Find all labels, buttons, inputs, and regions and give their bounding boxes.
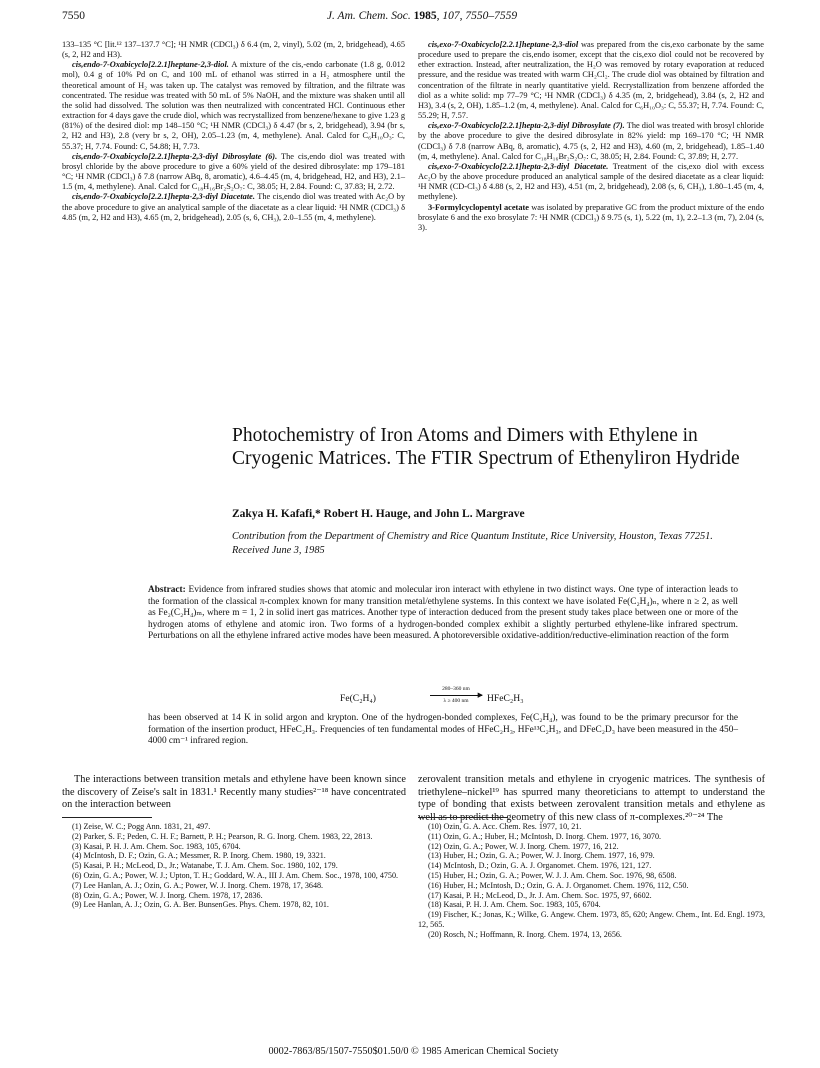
reference-item: (8) Ozin, G. A.; Power, W. J. Inorg. Chem. 1978, 17, 2836. <box>72 890 263 900</box>
paragraph <box>418 203 764 233</box>
paragraph-text: The diol was treated with brosyl chloride by the above procedure to give the desired dibrosylate in 82% yield: mp 169–170 °C; ¹H NMR (CDCl₃) δ 7.8 (narrow ABq, 8, aromatic), 4.75 (s, 2, H2 and H3), 4.60 (m, 2, bridgehead), 1.85–1.40 (m, 4, methylene). Anal. Calcd for C₁₈H₁₆Br₂S₂O₇: C, 38.05; H, 2.84. Found: C, 37.89; H, 2.77. <box>418 121 764 161</box>
reference-item: (5) Kasai, P. H.; McLeod, D., Jr.; Watanabe, T. J. Am. Chem. Soc. 1980, 102, 179. <box>72 861 338 871</box>
reference-item: (1) Zeise, W. C.; Pogg Ann. 1831, 21, 497. <box>72 822 211 831</box>
paragraph: 133–135 °C [lit.¹² 137–137.7 °C]; ¹H NMR (CDCl₃) δ 6.4 (m, 2, vinyl), 5.02 (m, 2, bridgehead), 4.65 (s, 2, H2 and H3). <box>62 40 405 60</box>
footnote-rule-right <box>418 817 508 818</box>
reference-item: (9) Lee Hanlan, A. J.; Ozin, G. A. Ber. BunsenGes. Phys. Chem. 1978, 82, 101. <box>72 900 329 910</box>
compound-heading: cis,exo-7-Oxabicyclo[2.2.1]hepta-2,3-diyl Dibrosylate (7). <box>428 121 625 131</box>
paragraph <box>418 121 764 162</box>
paragraph-text: A mixture of the cis,-endo carbonate (1.8 g, 0.012 mol), 0.4 g of 10% Pd on C, and 100 mL of ethanol was stirred in a H₂ atmosphere until the theoretical amount of H₂ was taken up. The catalyst was removed by filtration, and the filtrate was concentrated. The residue was treated with 50 mL of 5% NaOH, and the mixture was shaken until all the solid had dissolved. The solution was then neutralized with concentrated HCl. Continuous ether extraction for 4 days gave the crude diol, which was recrystallized from benzene/hexane to give 1.23 g (81%) of the desired diol: mp 148–150 °C; ¹H NMR (CDCl₃) δ 4.47 (br s, 2, bridgehead), 3.94 (br s, 2, H2 and H3), 2.8 (very br s, 2, OH), 2.05–1.23 (m, 4, methylene). Anal. Calcd for C₆H₁₀O₃: C, 55.37; H, 7.74. Found: C, 54.88; H, 7.73. <box>62 60 405 151</box>
reference-item: (4) McIntosh, D. F.; Ozin, G. A.; Messmer, R. P. Inorg. Chem. 1980, 19, 3321. <box>72 851 326 861</box>
page-number: 7550 <box>62 10 85 22</box>
arrow-line <box>430 695 482 696</box>
reference-item: (17) Kasai, P. H.; McLeod, D., Jr. J. Am. Chem. Soc. 1975, 97, 6602. <box>428 890 652 900</box>
reference-item: (14) McIntosh, D.; Ozin, G. A. J. Organomet. Chem. 1976, 121, 127. <box>428 861 652 871</box>
body-left-column: The interactions between transition metals and ethylene have been known since the discovery of Zeise's salt in 1831.¹ Recently many studies²⁻¹⁸ have concentrated on the interaction between <box>62 774 406 811</box>
reaction-arrow <box>428 686 484 710</box>
reference-item: (18) Kasai, P. H. J. Am. Chem. Soc. 1983, 105, 6704. <box>428 900 601 910</box>
arrow-forward-condition: 280–360 nm <box>442 686 470 692</box>
reference-item: (7) Lee Hanlan, A. J.; Ozin, G. A.; Power, W. J. Inorg. Chem. 1978, 17, 3648. <box>72 880 324 890</box>
compound-heading: cis,exo-7-Oxabicyclo[2.2.1]heptane-2,3-diol <box>428 40 579 49</box>
paragraph <box>62 60 405 151</box>
compound-heading: cis,endo-7-Oxabicyclo[2.2.1]hepta-2,3-diyl Diacetate. <box>72 192 255 202</box>
journal-citation <box>62 10 782 22</box>
reference-item: (13) Huber, H.; Ozin, G. A.; Power, W. J. Inorg. Chem. 1977, 16, 979. <box>428 851 655 861</box>
references-left <box>62 822 406 910</box>
running-header <box>62 10 782 26</box>
equation-reactant: Fe(C₂H₄) <box>340 693 376 704</box>
compound-heading: cis,endo-7-Oxabicyclo[2.2.1]hepta-2,3-diyl Dibrosylate (6). <box>72 151 278 161</box>
body-right-column: zerovalent transition metals and ethylene in cryogenic matrices. The synthesis of triethylene–nickel¹⁹ has spurred many theoreticians to attempt to understand the type of bonding that exists between zerovalent transition metals and ethylene as well as to predict the geometry of this new class of π-complexes.²⁰⁻²⁴ The <box>418 774 765 824</box>
equation-product: HFeC₂H₃ <box>487 693 524 704</box>
paragraph-text: was prepared from the cis,exo carbonate by the same procedure used to prepare the cis,endo isomer, except that the cis,exo diol could not be recovered by ether extraction. Instead, after neutralization, the H₂O was removed by rotary evaporation at reduced pressure, and the residue was treated with warm CH₂Cl₂. The crude diol was obtained by filtration and concentration of the filtrate in nearly quantitative yield. Recrystallization from benzene afforded the diol as a white solid: mp 77–79 °C; ¹H NMR (CDCl₃) δ 4.35 (m, 2, bridgehead), 3.84 (s, 2, H2 and H3), 3.4 (s, 2, OH), 1.85–1.2 (m, 4, methylene). Anal. Calcd for C₆H₁₀O₃: C, 55.37; H, 7.74. Found: C, 55.29; H, 7.57. <box>418 40 764 121</box>
reference-item: (11) Ozin, G. A.; Huber, H.; McIntosh, D. Inorg. Chem. 1977, 16, 3070. <box>428 831 662 841</box>
abstract-text: Evidence from infrared studies shows that atomic and molecular iron interact with ethylene in two distinct ways. One type of interaction leads to the formation of the classical π-complex known for many transition metal/ethylene systems. In this context we have isolated Fe(C₂H₄)ₙ, where n ≥ 2, as well as Fe₂(C₂H₄)ₘ, where m = 1, 2 in solid inert gas matrices. Another type of interaction deduced from the present study takes place between one or more of the hydrogen atoms of ethylene and atomic iron. Two forms of a hydrogen-bonded complex exhibit a slightly perturbed ethylene-like infrared spectrum. Perturbations on all the ethylene infrared active modes have been measured. A photoreversible oxidative-addition/reductive-elimination reaction of the form <box>148 585 738 642</box>
paragraph <box>62 152 405 193</box>
article-affiliation: Contribution from the Department of Chemistry and Rice Quantum Institute, Rice University, Houston, Texas 77251. Received June 3, 1985 <box>232 531 713 556</box>
journal-name: J. Am. Chem. Soc. <box>326 10 411 22</box>
paragraph <box>62 192 405 222</box>
reference-item: (16) Huber, H.; McIntosh, D.; Ozin, G. A. J. Organomet. Chem. 1976, 112, C50. <box>428 880 689 890</box>
paragraph <box>418 162 764 203</box>
reference-item: (19) Fischer, K.; Jonas, K.; Wilke, G. Angew. Chem. 1973, 85, 620; Angew. Chem., Int. Ed. Engl. 1973, 12, 565. <box>418 910 765 929</box>
reference-item: (3) Kasai, P. H. J. Am. Chem. Soc. 1983, 105, 6704. <box>72 841 241 851</box>
compound-heading: cis,endo-7-Oxabicyclo[2.2.1]heptane-2,3-diol. <box>72 60 229 70</box>
abstract-continued: has been observed at 14 K in solid argon and krypton. One of the hydrogen-bonded complexes, Fe(C₂H₄), was found to be the primary precursor for the formation of the insertion product, HFeC₂H₃. Frequencies of ten fundamental modes of HFeC₂H₃, HFe¹³C₂H₃, and DFeC₂D₃ have been measured in the 450–4000 cm⁻¹ infrared region. <box>148 713 738 747</box>
paragraph-text: Treatment of the cis,exo diol with excess Ac₂O by the above procedure produced an analytical sample of the desired diacetate as a clear liquid: ¹H NMR (CD-Cl₃) δ 4.88 (s, 2, H2 and H3), 4.51 (m, 2, bridgehead), 2.08 (s, 6, CH₃), 1.80–1.45 (m, 4, methylene). <box>418 161 765 202</box>
paragraph-text: was isolated by preparative GC from the product mixture of the endo brosylate 6 and the exo brosylate 7: ¹H NMR (CDCl₃) δ 9.75 (s, 1), 5.22 (m, 1), 2.2–1.3 (m, 7), 2.04 (s, 3). <box>418 202 764 232</box>
paragraph-text: The cis,endo diol was treated with brosyl chloride by the above procedure to give a 60% yield of the desired dibrosylate: mp 179–181 °C; ¹H NMR (CDCl₃) δ 7.8 (narrow ABq, 8, aromatic), 4.6–4.45 (m, 4, bridgehead, H2, and H3), 2.1–1.5 (m, 4, methylene). Anal. Calcd for C₁₈H₁₆Br₂S₂O₇: C, 38.05; H, 2.84. Found: C, 37.83; H, 2.72. <box>62 151 405 192</box>
reference-item: (15) Huber, H.; Ozin, G. A.; Power, W. J. J. Am. Chem. Soc. 1976, 98, 6508. <box>428 870 677 880</box>
previous-article-right-column <box>418 40 764 233</box>
reference-item: (10) Ozin, G. A. Acc. Chem. Res. 1977, 10, 21. <box>428 822 582 831</box>
article-authors: Zakya H. Kafafi,* Robert H. Hauge, and John L. Margrave <box>232 508 525 520</box>
paragraph <box>418 40 764 121</box>
previous-article-left-column <box>62 40 405 223</box>
compound-heading: cis,exo-7-Oxabicyclo[2.2.1]hepta-2,3-diyl Diacetate. <box>428 161 609 171</box>
reference-item: (12) Ozin, G. A.; Power, W. J. Inorg. Chem. 1977, 16, 212. <box>428 841 619 851</box>
abstract <box>148 585 738 643</box>
reaction-equation <box>340 685 560 713</box>
footnote-rule-left <box>62 817 152 818</box>
article-title: Photochemistry of Iron Atoms and Dimers with Ethylene in Cryogenic Matrices. The FTIR Spectrum of Ethenyliron Hydride <box>232 425 740 469</box>
page-footer: 0002-7863/85/1507-7550$01.50/0 © 1985 American Chemical Society <box>268 1046 559 1057</box>
arrow-head-icon: ▶ <box>477 691 483 699</box>
references-right <box>418 822 765 940</box>
reference-item: (2) Parker, S. F.; Peden, C. H. F.; Barnett, P. H.; Pearson, R. G. Inorg. Chem. 1983, 22, 2813. <box>72 831 373 841</box>
compound-heading: 3-Formylcyclopentyl acetate <box>428 202 529 212</box>
journal-volume-pages: , 107, 7550–7559 <box>436 10 518 22</box>
reference-item: (6) Ozin, G. A.; Power, W. J.; Upton, T. H.; Goddard, W. A., III J. Am. Chem. Soc., 1978, 100, 4750. <box>72 870 399 880</box>
journal-year: 1985 <box>413 10 437 22</box>
paragraph-text: The cis,endo diol was treated with Ac₂O by the above procedure to give an analytical sample of the diacetate as a clear liquid: ¹H NMR (CDCl₃) δ 4.85 (m, 2, H2 and H3), 4.65 (m, 2, bridgehead), 2.05 (s, 6, CH₃), 2.0–1.55 (m, 4, methylene). <box>62 192 405 222</box>
arrow-reverse-condition: λ ≥ 400 nm <box>443 698 469 704</box>
reference-item: (20) Rosch, N.; Hoffmann, R. Inorg. Chem. 1974, 13, 2656. <box>428 929 622 939</box>
abstract-label: Abstract: <box>148 585 186 595</box>
